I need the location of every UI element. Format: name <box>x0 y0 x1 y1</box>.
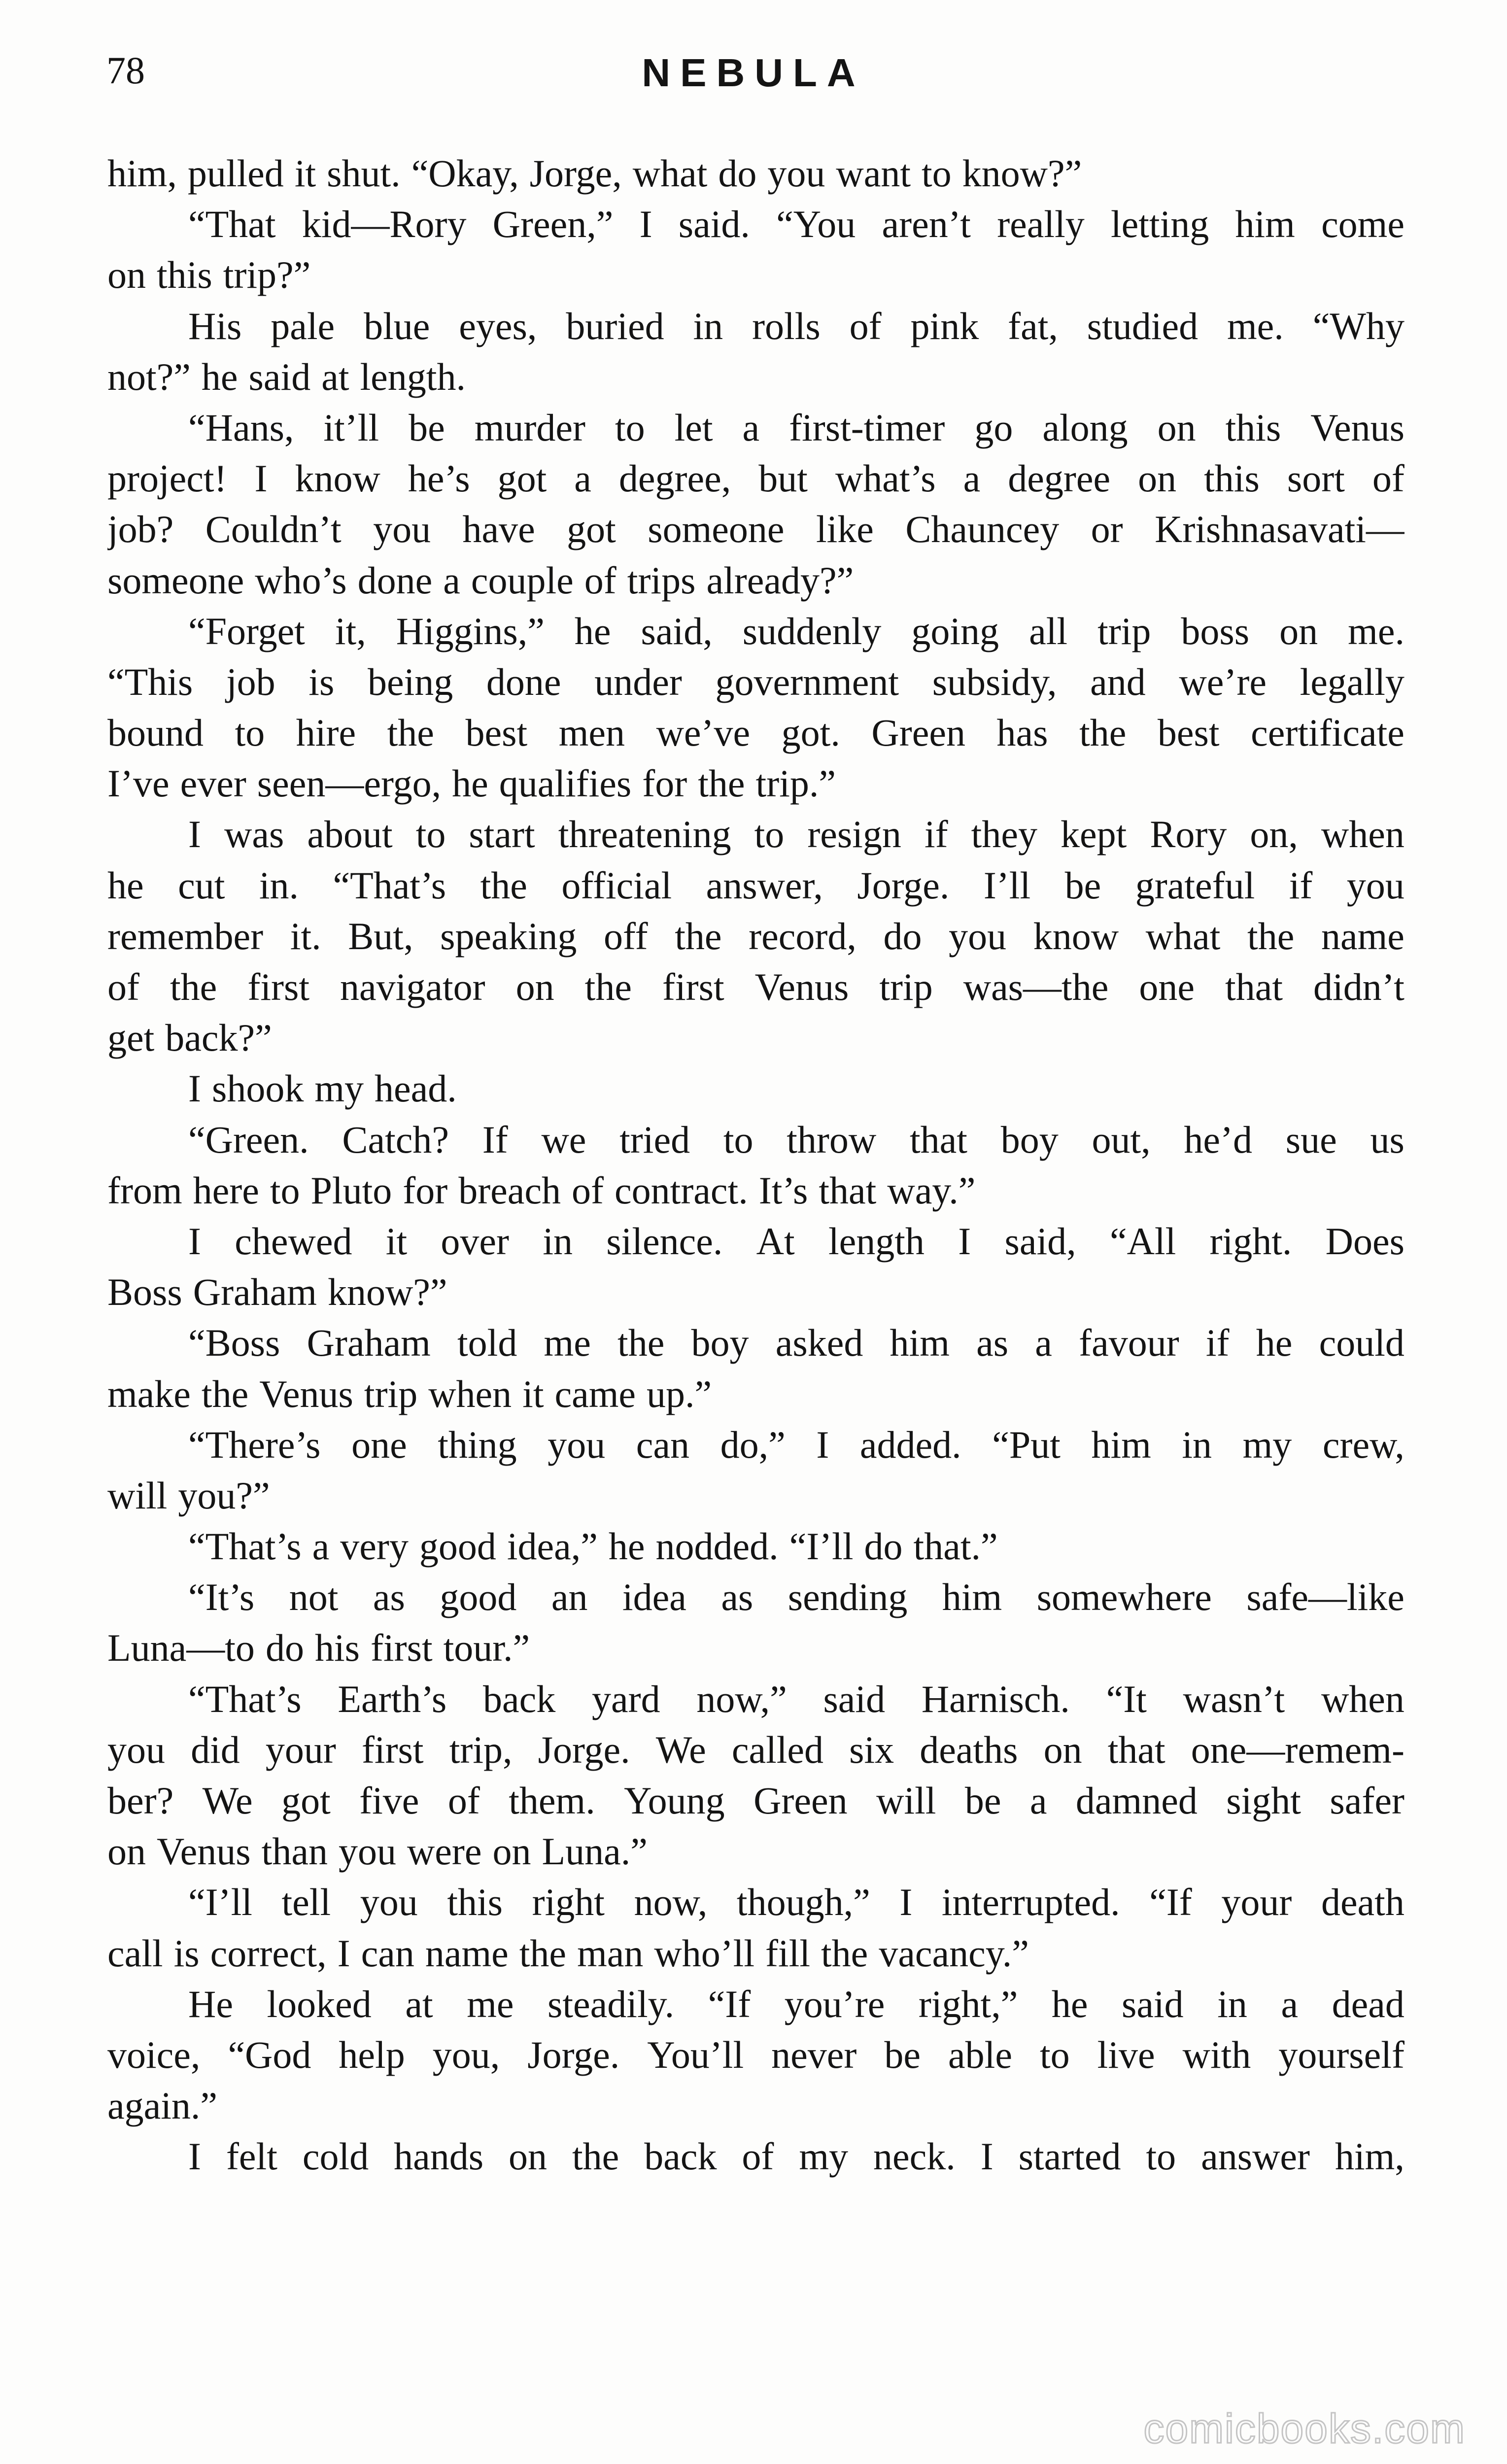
text-line: voice, “God help you, Jorge. You’ll never be able to live with yourself <box>107 2033 1404 2076</box>
text-line: get back?” <box>107 1016 272 1060</box>
text-line: again.” <box>107 2084 218 2127</box>
text-line: bound to hire the best men we’ve got. Green has the best certificate <box>107 711 1404 754</box>
text-line: Boss Graham know?” <box>107 1270 447 1314</box>
text-line: I was about to start threatening to resign if they kept Rory on, when <box>188 813 1404 856</box>
running-title: NEBULA <box>642 51 865 95</box>
text-line: job? Couldn’t you have got someone like Chauncey or Krishnasavati— <box>107 508 1404 551</box>
text-line: “Boss Graham told me the boy asked him as a favour if he could <box>188 1321 1404 1365</box>
text-line: Luna—to do his first tour.” <box>107 1626 530 1670</box>
text-line: on Venus than you were on Luna.” <box>107 1830 648 1873</box>
text-line: you did your first trip, Jorge. We called six deaths on that one—remem- <box>107 1728 1404 1771</box>
text-line: him, pulled it shut. “Okay, Jorge, what do you want to know?” <box>107 152 1082 195</box>
text-line: from here to Pluto for breach of contract. It’s that way.” <box>107 1168 976 1212</box>
text-line: “That kid—Rory Green,” I said. “You aren’t really letting him come <box>188 203 1404 246</box>
text-line: “Hans, it’ll be murder to let a first-timer go along on this Venus <box>188 406 1404 449</box>
text-line: on this trip?” <box>107 253 311 297</box>
text-line: I felt cold hands on the back of my neck. I started to answer him, <box>188 2135 1404 2178</box>
text-line: I shook my head. <box>188 1067 457 1110</box>
text-line: make the Venus trip when it came up.” <box>107 1372 712 1415</box>
text-line: His pale blue eyes, buried in rolls of pink fat, studied me. “Why <box>188 304 1404 347</box>
text-line: “That’s a very good idea,” he nodded. “I’ll do that.” <box>188 1525 998 1568</box>
text-line: “This job is being done under government subsidy, and we’re legally <box>107 660 1404 703</box>
text-line: “It’s not as good an idea as sending him somewhere safe—like <box>188 1575 1404 1619</box>
text-line: I’ve ever seen—ergo, he qualifies for the trip.” <box>107 762 836 805</box>
text-line: of the first navigator on the first Venus trip was—the one that didn’t <box>107 965 1404 1008</box>
text-line: “Green. Catch? If we tried to throw that boy out, he’d sue us <box>188 1118 1404 1161</box>
text-line: not?” he said at length. <box>107 355 466 398</box>
text-line: “There’s one thing you can do,” I added. “Put him in my crew, <box>188 1423 1404 1466</box>
text-line: I chewed it over in silence. At length I said, “All right. Does <box>188 1219 1404 1263</box>
text-line: “I’ll tell you this right now, though,” I interrupted. “If your death <box>188 1881 1404 1924</box>
text-line: “Forget it, Higgins,” he said, suddenly going all trip boss on me. <box>188 609 1404 652</box>
body-text <box>107 148 1404 2182</box>
text-line: project! I know he’s got a degree, but what’s a degree on this sort of <box>107 457 1404 500</box>
page-number: 78 <box>106 49 145 92</box>
text-line: call is correct, I can name the man who’ll fill the vacancy.” <box>107 1931 1029 1975</box>
text-line: someone who’s done a couple of trips already?” <box>107 558 854 602</box>
text-line: remember it. But, speaking off the record, do you know what the name <box>107 914 1404 958</box>
text-line: He looked at me steadily. “If you’re right,” he said in a dead <box>188 1982 1404 2025</box>
text-line: ber? We got five of them. Young Green will be a damned sight safer <box>107 1779 1404 1822</box>
text-line: “That’s Earth’s back yard now,” said Harnisch. “It wasn’t when <box>188 1677 1404 1720</box>
text-line: will you?” <box>107 1473 270 1517</box>
watermark: comicbooks.com <box>1143 2405 1466 2452</box>
text-line: he cut in. “That’s the official answer, Jorge. I’ll be grateful if you <box>107 863 1404 907</box>
